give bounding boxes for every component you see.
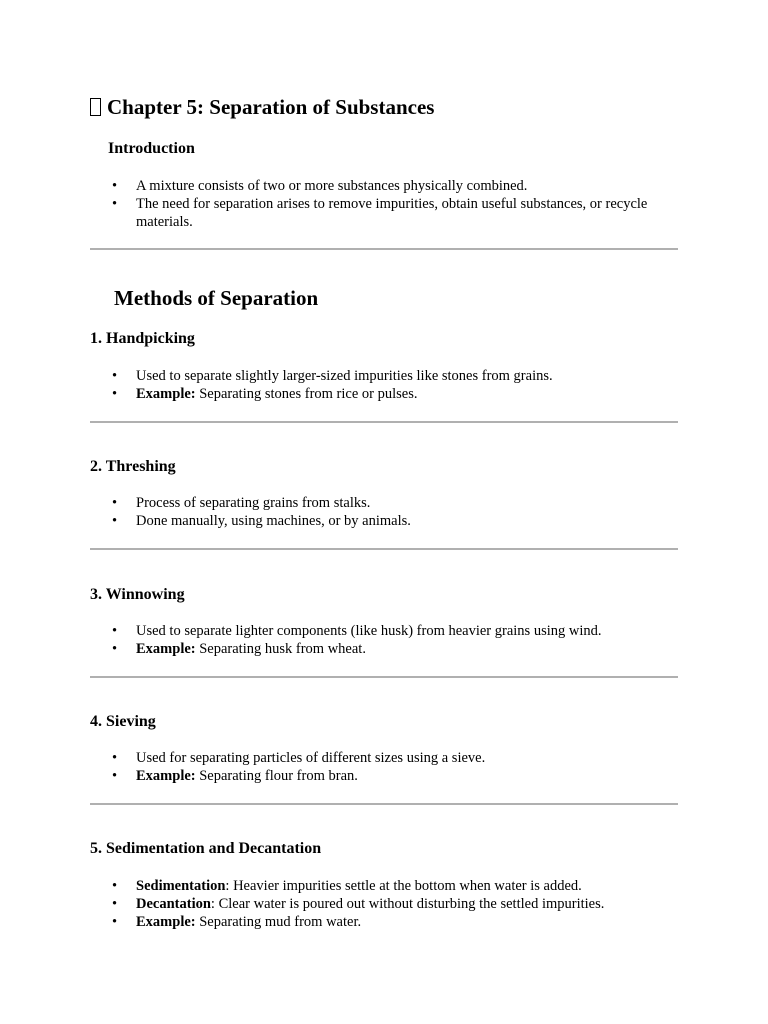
list-item: • Decantation: Clear water is poured out without disturbing the settled impurities.	[136, 895, 678, 913]
list-item: • Example: Separating stones from rice or pulses.	[136, 385, 678, 403]
list-item: • Sedimentation: Heavier impurities settle at the bottom when water is added.	[136, 877, 678, 895]
list-item: • Used to separate slightly larger-sized impurities like stones from grains.	[136, 367, 678, 385]
list-item: • Used to separate lighter components (like husk) from heavier grains using wind.	[136, 622, 678, 640]
list-item: • Example: Separating mud from water.	[136, 913, 678, 931]
list-item: • Example: Separating husk from wheat.	[136, 640, 678, 658]
list-item: • A mixture consists of two or more substances physically combined.	[136, 177, 678, 195]
list-item: • Process of separating grains from stalks.	[136, 494, 678, 512]
section-divider	[90, 548, 678, 550]
section-heading-sedimentation: 5. Sedimentation and Decantation	[90, 840, 322, 857]
winnowing-list	[90, 622, 678, 658]
threshing-list	[90, 494, 678, 530]
list-item: • Used for separating particles of different sizes using a sieve.	[136, 749, 678, 767]
list-item: • The need for separation arises to remove impurities, obtain useful substances, or recycle materials.	[136, 195, 678, 231]
handpicking-list	[90, 367, 678, 403]
list-item: • Done manually, using machines, or by animals.	[136, 512, 678, 530]
section-heading-sieving: 4. Sieving	[90, 713, 156, 730]
section-heading-winnowing: 3. Winnowing	[90, 586, 185, 603]
list-item: • Example: Separating flour from bran.	[136, 767, 678, 785]
introduction-heading: Introduction	[108, 140, 195, 157]
methods-heading: Methods of Separation	[114, 286, 319, 310]
section-divider	[90, 248, 678, 250]
sedimentation-list	[90, 877, 678, 931]
section-divider	[90, 421, 678, 423]
chapter-title-text: Chapter 5: Separation of Substances	[107, 95, 435, 119]
missing-glyph-icon	[90, 98, 101, 116]
sieving-list	[90, 749, 678, 785]
section-divider	[90, 803, 678, 805]
section-heading-threshing: 2. Threshing	[90, 458, 176, 475]
chapter-title	[90, 93, 434, 121]
introduction-list	[90, 177, 678, 231]
section-heading-handpicking: 1. Handpicking	[90, 330, 195, 347]
section-divider	[90, 676, 678, 678]
